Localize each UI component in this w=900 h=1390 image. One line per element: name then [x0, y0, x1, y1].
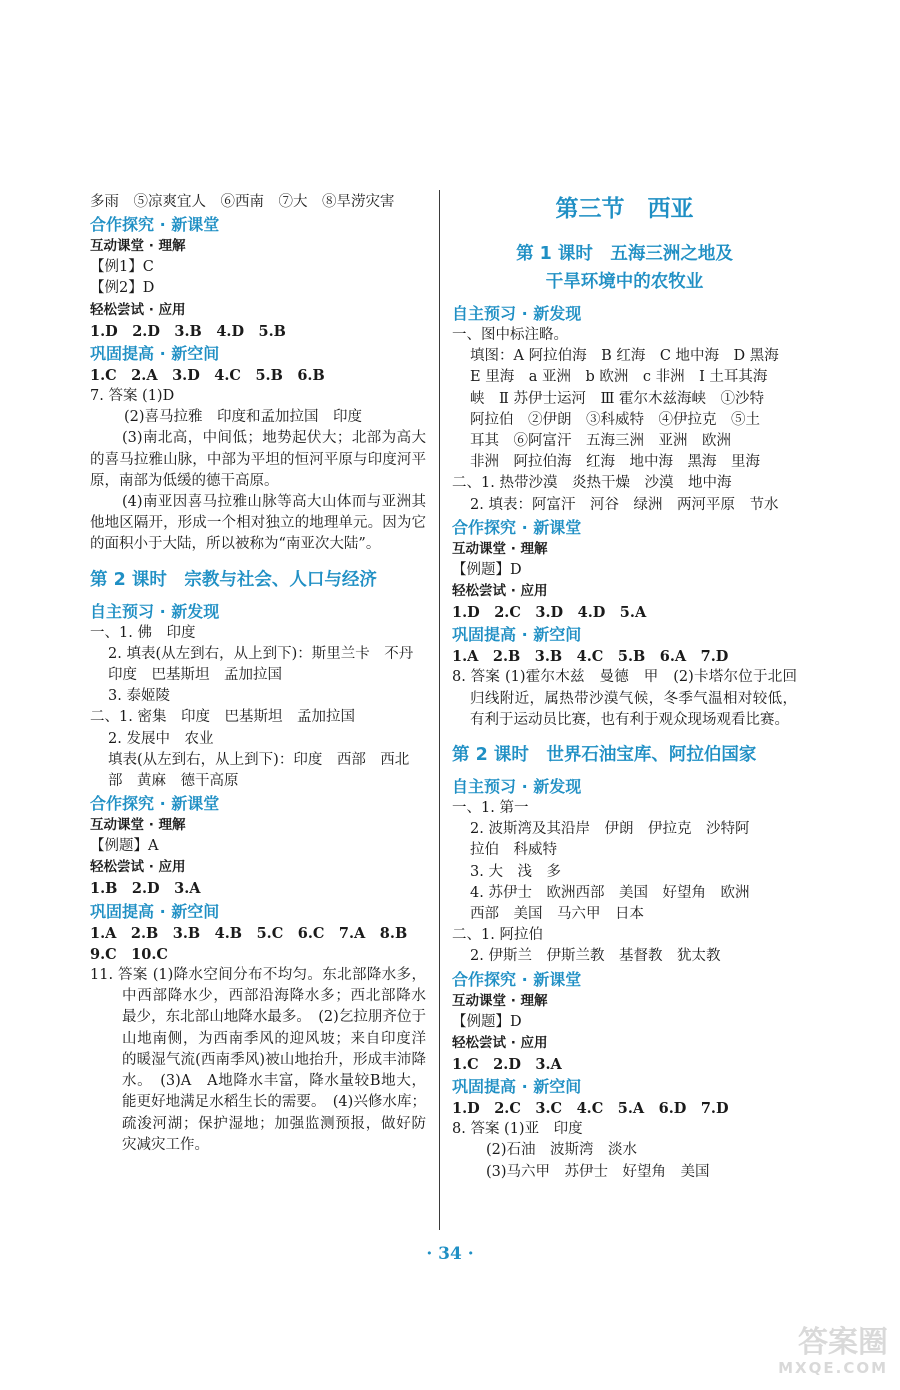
answer-line: 3. 泰姬陵	[108, 688, 170, 705]
example-answer: 【例题】D	[452, 561, 522, 578]
answer-line: 非洲 阿拉伯海 红海 地中海 黑海 里海	[470, 454, 760, 471]
watermark-stamp	[728, 1326, 888, 1378]
answer-line: 峡 Ⅱ 苏伊士运河 Ⅲ 霍尔木兹海峡 ①沙特	[470, 390, 765, 407]
answer-line: 1.C 2.A 3.D 4.C 5.B 6.B	[90, 366, 325, 384]
answer-line: 1.A 2.B 3.B 4.C 5.B 6.A 7.D	[452, 648, 729, 666]
answer-line: (3)马六甲 苏伊士 好望角 美国	[486, 1163, 710, 1180]
section-heading-cooperative: 合作探究 · 新课堂	[452, 517, 582, 537]
answer-paragraph: 11. 答案 (1)降水空间分布不均匀。东北部降水多，中西部降水少，西部沿海降水多；西北部降水最少，东北部山地降水最多。 (2)乞拉朋齐位于山地南侧，为西南季风的迎风坡；来自印度洋的暖湿气流(西南季风)被山地抬升，形成丰沛降水。 (3)A A地降水丰富，降水量较B地大，能更好地满足水稻生长的需要。 (4)兴修水库；疏浚河湖；保护湿地；加强监测预报，做好防灾减灾工作。	[90, 967, 426, 1153]
subheading-try: 轻松尝试 · 应用	[452, 583, 548, 600]
lesson-title: 第 1 课时 五海三洲之地及	[516, 244, 733, 264]
answer-line: 1.B 2.D 3.A	[90, 880, 201, 898]
answer-line: 二、1. 阿拉伯	[452, 927, 543, 944]
answer-line: 1.C 2.D 3.A	[452, 1055, 562, 1073]
subheading-interactive: 互动课堂 · 理解	[452, 992, 548, 1009]
lesson-title-line2: 干旱环境中的农牧业	[545, 272, 704, 292]
answer-line: 一、图中标注略。	[452, 327, 568, 343]
answer-line: 7. 答案 (1)D	[90, 388, 175, 405]
subheading-interactive: 互动课堂 · 理解	[90, 238, 186, 255]
section-heading-cooperative: 合作探究 · 新课堂	[90, 215, 220, 235]
answer-paragraph: (3)南北高，中间低；地势起伏大；北部为高大的喜马拉雅山脉，中部为平坦的恒河平原与印度河平原，南部为低缓的德干高原。	[90, 430, 426, 489]
subheading-try: 轻松尝试 · 应用	[90, 301, 186, 318]
section-heading-cooperative: 合作探究 · 新课堂	[452, 969, 582, 989]
lesson-title: 第 2 课时 宗教与社会、人口与经济	[90, 569, 377, 590]
answer-line: 二、1. 密集 印度 巴基斯坦 孟加拉国	[90, 709, 355, 726]
answer-line: 部 黄麻 德干高原	[108, 773, 239, 790]
answer-line: 印度 巴基斯坦 孟加拉国	[108, 667, 282, 684]
answer-line: 二、1. 热带沙漠 炎热干燥 沙漠 地中海	[452, 475, 732, 492]
answer-line: 1.A 2.B 3.B 4.B 5.C 6.C 7.A 8.B	[90, 924, 408, 942]
answer-line: 2. 填表(从左到右，从上到下)：斯里兰卡 不丹	[108, 645, 414, 662]
subheading-try: 轻松尝试 · 应用	[452, 1034, 548, 1051]
answer-line: 8. 答案 (1)亚 印度	[452, 1121, 583, 1138]
answer-paragraph: 8. 答案 (1)霍尔木兹 曼德 甲 (2)卡塔尔位于北回归线附近，属热带沙漠气候，冬季气温相对较低，有利于运动员比赛，也有利于观众现场观看比赛。	[452, 669, 797, 728]
answer-line: 2. 发展中 农业	[108, 730, 214, 747]
answer-line: 一、1. 第一	[452, 800, 529, 817]
answer-line: 填表(从左到右，从上到下)：印度 西部 西北	[108, 751, 410, 768]
watermark-text: 答案圈	[798, 1325, 888, 1360]
answer-line: (2)石油 波斯湾 淡水	[486, 1142, 638, 1159]
answer-line: 阿拉伯 ②伊朗 ③科威特 ④伊拉克 ⑤土	[470, 411, 760, 428]
answer-line: (2)喜马拉雅 印度和孟加拉国 印度	[124, 409, 363, 426]
answer-paragraph: (4)南亚因喜马拉雅山脉等高大山体而与亚洲其他地区隔开，形成一个相对独立的地理单元。因为它的面积小于大陆，所以被称为“南亚次大陆”。	[90, 494, 426, 553]
subheading-interactive: 互动课堂 · 理解	[90, 817, 186, 834]
answer-line: 耳其 ⑥阿富汗 五海三洲 亚洲 欧洲	[470, 433, 731, 450]
section-heading-consolidate: 巩固提高 · 新空间	[452, 625, 582, 645]
answer-line: 填图：A 阿拉伯海 B 红海 C 地中海 D 黑海	[470, 348, 779, 365]
page-number: · 34 ·	[426, 1244, 474, 1264]
section-heading-consolidate: 巩固提高 · 新空间	[452, 1077, 582, 1097]
subheading-interactive: 互动课堂 · 理解	[452, 540, 548, 557]
section-heading-preview: 自主预习 · 新发现	[90, 601, 220, 621]
answer-line: 拉伯 科威特	[470, 842, 557, 859]
lesson-title: 第 2 课时 世界石油宝库、阿拉伯国家	[452, 745, 757, 766]
left-column	[90, 192, 426, 1156]
answer-line: 2. 填表：阿富汗 河谷 绿洲 两河平原 节水	[470, 496, 779, 513]
answer-line: 一、1. 佛 印度	[90, 624, 196, 641]
answer-line: 2. 伊斯兰 伊斯兰教 基督教 犹太教	[470, 948, 721, 965]
section-heading-cooperative: 合作探究 · 新课堂	[90, 794, 220, 814]
section-heading-consolidate: 巩固提高 · 新空间	[90, 343, 220, 363]
example-answer: 【例1】C	[90, 259, 154, 276]
example-answer: 【例题】A	[90, 838, 159, 855]
subheading-try: 轻松尝试 · 应用	[90, 859, 186, 876]
answer-line: 1.D 2.D 3.B 4.D 5.B	[90, 322, 286, 340]
watermark-site: MXQE.COM	[778, 1359, 888, 1377]
answer-line: 9.C 10.C	[90, 945, 168, 963]
answer-line: 4. 苏伊士 欧洲西部 美国 好望角 欧洲	[470, 884, 750, 901]
chapter-title: 第三节 西亚	[555, 196, 694, 222]
answer-line: 西部 美国 马六甲 日本	[470, 906, 644, 923]
answer-line: 2. 波斯湾及其沿岸 伊朗 伊拉克 沙特阿	[470, 821, 750, 838]
section-heading-consolidate: 巩固提高 · 新空间	[90, 901, 220, 921]
section-heading-preview: 自主预习 · 新发现	[452, 777, 582, 797]
example-answer: 【例题】D	[452, 1013, 522, 1030]
answer-line: 1.D 2.C 3.D 4.D 5.A	[452, 604, 647, 622]
example-answer: 【例2】D	[90, 280, 155, 297]
answer-line: 3. 大 浅 多	[470, 863, 561, 880]
answer-line: 多雨 ⑤凉爽宜人 ⑥西南 ⑦大 ⑧旱涝灾害	[90, 194, 395, 210]
answer-line: 1.D 2.C 3.C 4.C 5.A 6.D 7.D	[452, 1100, 729, 1118]
right-column	[452, 192, 797, 1183]
section-heading-preview: 自主预习 · 新发现	[452, 304, 582, 323]
answer-line: E 里海 a 亚洲 b 欧洲 c 非洲 Ⅰ 土耳其海	[470, 369, 768, 386]
column-divider	[439, 190, 440, 1230]
